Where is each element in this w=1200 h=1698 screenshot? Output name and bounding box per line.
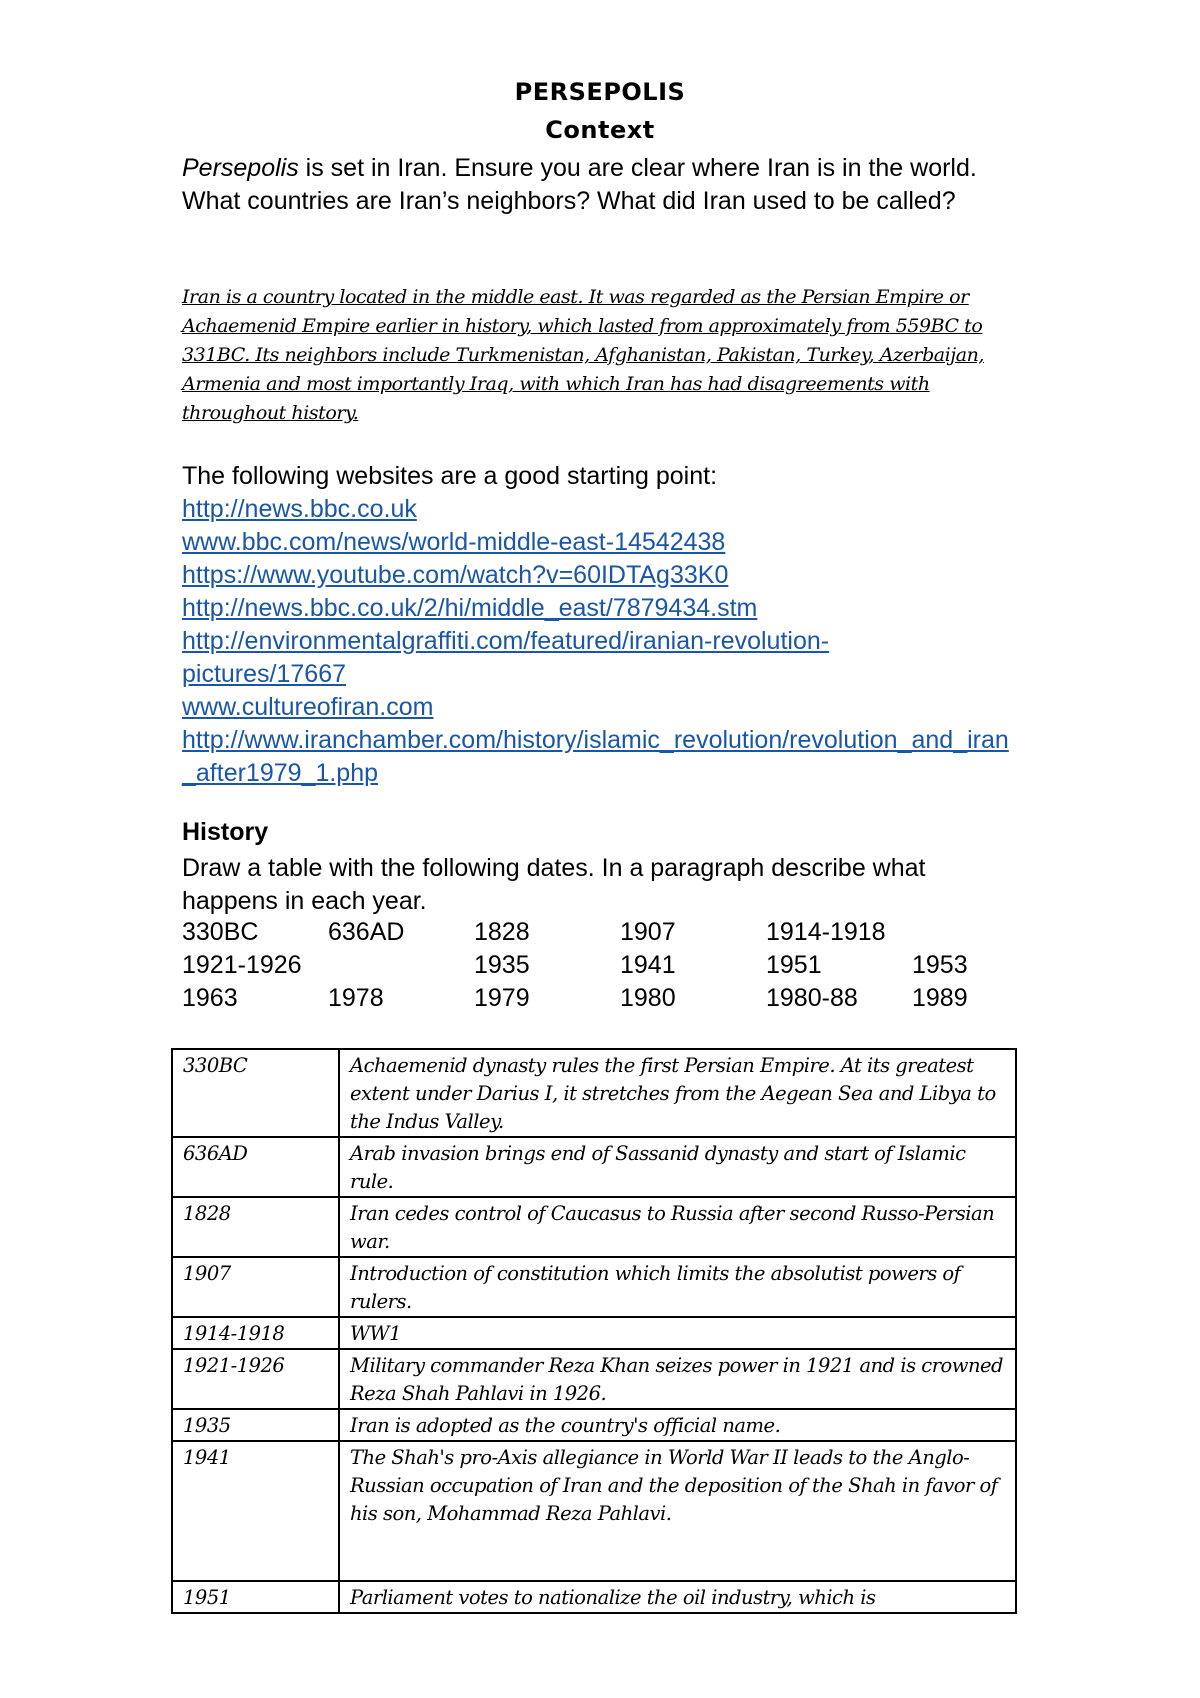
history-instructions: Draw a table with the following dates. In a paragraph describe what happens in each year. xyxy=(182,854,926,915)
table-row xyxy=(172,1317,1016,1349)
date-item: 1935 xyxy=(474,951,530,979)
websites-intro: The following websites are a good starting point: xyxy=(182,462,718,490)
date-item: 1980-88 xyxy=(766,984,858,1012)
year-cell: 1907 xyxy=(172,1257,339,1317)
date-item: 1951 xyxy=(766,951,822,979)
event-cell: Achaemenid dynasty rules the first Persian Empire. At its greatest extent under Darius I, it stretches from the Aegean Sea and Libya to the Indus Valley. xyxy=(339,1049,1016,1137)
date-item: 1914-1918 xyxy=(766,918,886,946)
year-cell: 1951 xyxy=(172,1581,339,1613)
date-item: 1979 xyxy=(474,984,530,1012)
date-item: 636AD xyxy=(328,918,405,946)
dates-row xyxy=(182,984,1062,1017)
dates-list xyxy=(182,918,1062,1017)
year-cell: 1921-1926 xyxy=(172,1349,339,1409)
website-link[interactable]: http://www.iranchamber.com/history/islamic_revolution/revolution_and_iran_after1979_1.php xyxy=(182,726,1009,787)
date-item: 1941 xyxy=(620,951,676,979)
website-link[interactable]: www.cultureofiran.com xyxy=(182,693,434,721)
date-item: 1921-1926 xyxy=(182,951,302,979)
document-subtitle: Context xyxy=(545,116,655,144)
year-cell: 1828 xyxy=(172,1197,339,1257)
year-cell: 636AD xyxy=(172,1137,339,1197)
student-answer: Iran is a country located in the middle east. It was regarded as the Persian Empire or Achaemenid Empire earlier in history, which lasted from approximately from 559BC to 331BC. Its neighbors include Turkmenistan, Afghanistan, Pakistan, Turkey, Azerbaijan, Armenia and most importantly Iraq, with which Iran has had disagreements with throughout history. xyxy=(182,286,984,424)
website-link[interactable]: https://www.youtube.com/watch?v=60IDTAg33K0 xyxy=(182,561,729,589)
website-link[interactable]: http://news.bbc.co.uk xyxy=(182,495,417,523)
event-cell: Iran cedes control of Caucasus to Russia after second Russo-Persian war. xyxy=(339,1197,1016,1257)
dates-row xyxy=(182,951,1062,984)
year-cell: 1941 xyxy=(172,1441,339,1581)
date-item: 330BC xyxy=(182,918,259,946)
date-item: 1953 xyxy=(912,951,968,979)
table-row xyxy=(172,1197,1016,1257)
context-prompt xyxy=(182,152,1022,218)
event-cell: Parliament votes to nationalize the oil industry, which is xyxy=(339,1581,1016,1613)
event-cell: The Shah's pro-Axis allegiance in World War II leads to the Anglo-Russian occupation of Iran and the deposition of the Shah in favor of his son, Mohammad Reza Pahlavi. xyxy=(339,1441,1016,1581)
event-cell: Military commander Reza Khan seizes power in 1921 and is crowned Reza Shah Pahlavi in 1926. xyxy=(339,1349,1016,1409)
table-row xyxy=(172,1581,1016,1613)
table-row xyxy=(172,1137,1016,1197)
document-title: PERSEPOLIS xyxy=(514,78,686,106)
prompt-text: is set in Iran. Ensure you are clear where Iran is in the world. What countries are Iran’s neighbors? What did Iran used to be called? xyxy=(182,154,977,215)
website-link[interactable]: http://environmentalgraffiti.com/featured/iranian-revolution-pictures/17667 xyxy=(182,627,830,688)
table-row xyxy=(172,1441,1016,1581)
event-cell: Iran is adopted as the country's official name. xyxy=(339,1409,1016,1441)
year-cell: 1935 xyxy=(172,1409,339,1441)
date-item: 1907 xyxy=(620,918,676,946)
date-item: 1980 xyxy=(620,984,676,1012)
website-link[interactable]: www.bbc.com/news/world-middle-east-14542438 xyxy=(182,528,726,556)
year-cell: 1914-1918 xyxy=(172,1317,339,1349)
date-item: 1989 xyxy=(912,984,968,1012)
table-row xyxy=(172,1409,1016,1441)
date-item: 1828 xyxy=(474,918,530,946)
table-row xyxy=(172,1049,1016,1137)
year-cell: 330BC xyxy=(172,1049,339,1137)
event-cell: WW1 xyxy=(339,1317,1016,1349)
event-cell: Introduction of constitution which limits the absolutist powers of rulers. xyxy=(339,1257,1016,1317)
history-table xyxy=(171,1048,1017,1614)
website-link[interactable]: http://news.bbc.co.uk/2/hi/middle_east/7879434.stm xyxy=(182,594,758,622)
dates-row xyxy=(182,918,1062,951)
event-cell: Arab invasion brings end of Sassanid dynasty and start of Islamic rule. xyxy=(339,1137,1016,1197)
table-row xyxy=(172,1349,1016,1409)
table-row xyxy=(172,1257,1016,1317)
date-item: 1963 xyxy=(182,984,238,1012)
book-title: Persepolis xyxy=(182,154,299,182)
history-heading: History xyxy=(182,818,269,846)
websites-section xyxy=(182,460,1042,790)
date-item: 1978 xyxy=(328,984,384,1012)
